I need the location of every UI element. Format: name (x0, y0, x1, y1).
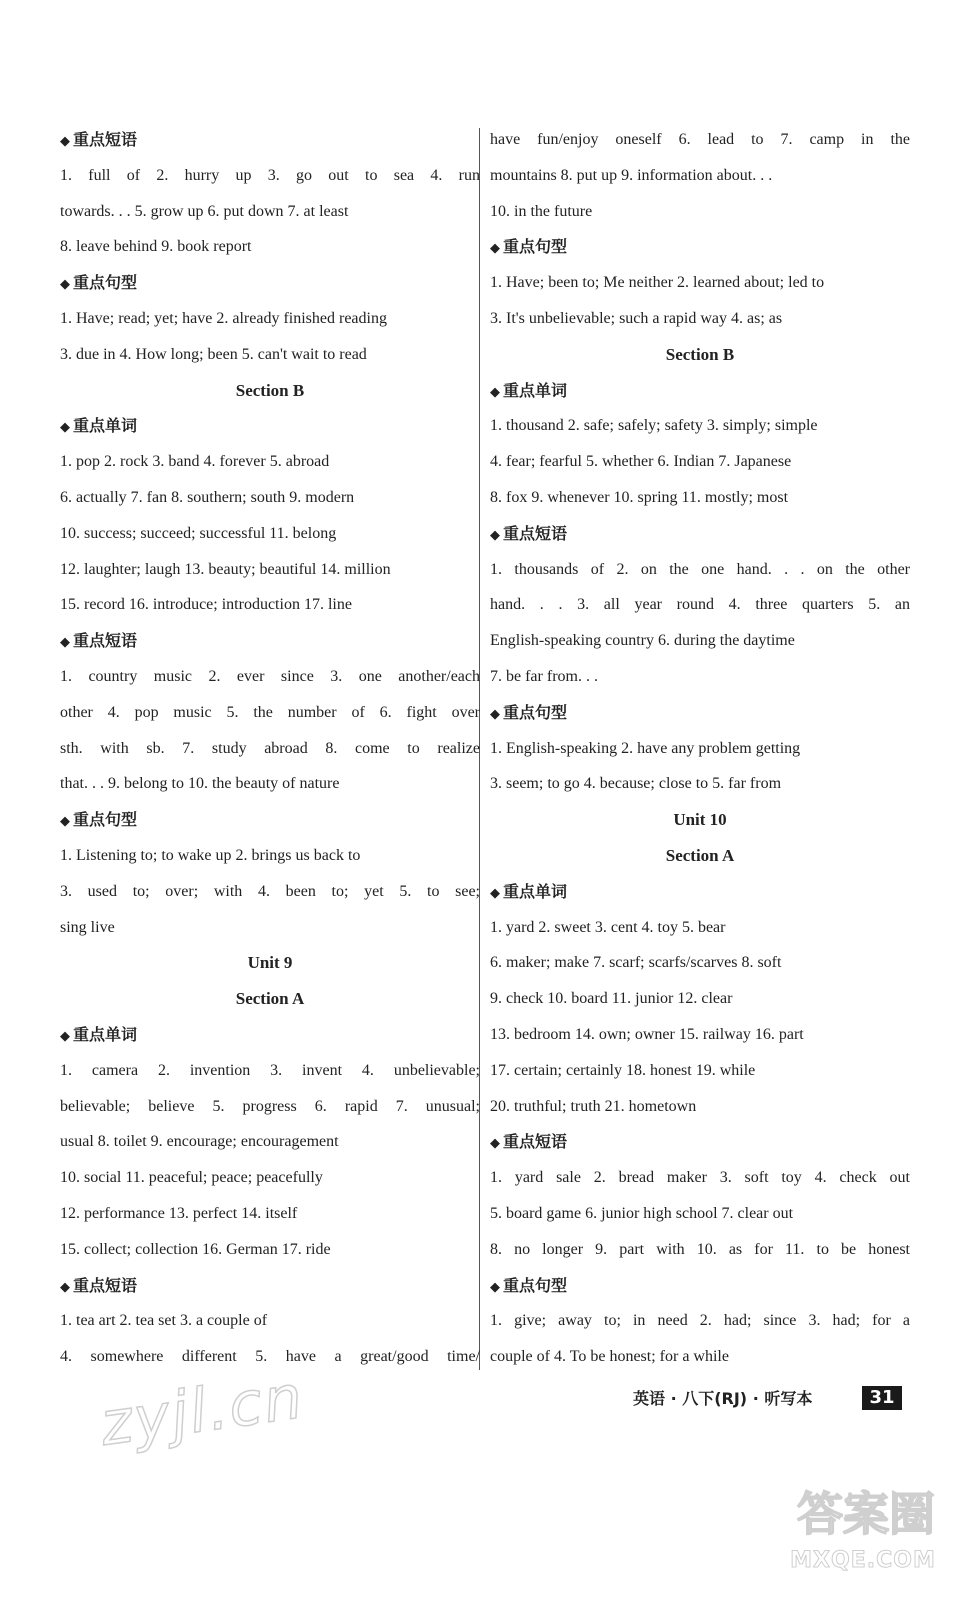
answer-line: 7. be far from. . . (490, 667, 598, 685)
answer-line: 10. success; succeed; successful 11. belong (60, 524, 337, 542)
heading-text: 重点单词 (503, 881, 568, 901)
heading-text: 重点单词 (73, 1024, 138, 1044)
answer-line: 10. in the future (490, 202, 593, 220)
diamond-bullet-icon: ◆ (490, 706, 500, 722)
section-heading (60, 122, 480, 158)
diamond-bullet-icon: ◆ (490, 527, 500, 543)
heading-text: 重点短语 (73, 130, 138, 149)
answer-line: sing live (60, 918, 115, 936)
answer-line: sth. with sb. 7. study abroad 8. come to realize (60, 739, 480, 757)
watermark-mxqe: MXQE.COM (790, 1548, 936, 1573)
heading-text: 重点句型 (503, 237, 568, 257)
section-heading (490, 874, 910, 910)
diamond-bullet-icon: ◆ (60, 1028, 70, 1044)
diamond-bullet-icon: ◆ (490, 1279, 500, 1295)
left-column (60, 122, 480, 1375)
answer-line: 1. give; away to; in need 2. had; since 3. had; for a (490, 1312, 910, 1330)
answer-line: 13. bedroom 14. own; owner 15. railway 16. part (490, 1025, 804, 1043)
heading-text: 重点单词 (503, 380, 568, 400)
section-heading (490, 1268, 910, 1304)
answer-line: 17. certain; certainly 18. honest 19. while (490, 1061, 756, 1079)
diamond-bullet-icon: ◆ (60, 134, 70, 149)
answer-line: believable; believe 5. progress 6. rapid 7. unusual; (60, 1097, 480, 1115)
answer-line: usual 8. toilet 9. encourage; encouragement (60, 1133, 339, 1151)
section-heading (60, 1017, 480, 1053)
answer-line: 12. laughter; laugh 13. beauty; beautiful 14. million (60, 560, 391, 578)
answer-line: 3. used to; over; with 4. been to; yet 5. to see; (60, 882, 480, 900)
heading-text: 重点短语 (73, 631, 138, 651)
answer-line: 6. actually 7. fan 8. southern; south 9. modern (60, 488, 355, 506)
answer-line: 1. camera 2. invention 3. invent 4. unbelievable; (60, 1061, 480, 1079)
answer-line: 3. seem; to go 4. because; close to 5. far from (490, 775, 782, 793)
answer-line: 4. fear; fearful 5. whether 6. Indian 7. Japanese (490, 453, 792, 471)
answer-line: 4. somewhere different 5. have a great/good time/ (60, 1348, 480, 1366)
answer-line: 1. pop 2. rock 3. band 4. forever 5. abroad (60, 453, 330, 471)
answer-line: 1. tea art 2. tea set 3. a couple of (60, 1312, 268, 1330)
diamond-bullet-icon: ◆ (60, 277, 70, 293)
answer-line: 1. full of 2. hurry up 3. go out to sea 4. run (60, 166, 480, 184)
section-title: Unit 10 (673, 810, 727, 830)
heading-text: 重点句型 (503, 702, 568, 722)
right-column (490, 122, 910, 1375)
answer-line: 1. thousands of 2. on the one hand. . . on the other (490, 560, 910, 578)
answer-line: 1. Have; read; yet; have 2. already finished reading (60, 309, 387, 327)
answer-line: 1. thousand 2. safe; safely; safety 3. simply; simple (490, 417, 818, 435)
answer-line: 3. due in 4. How long; been 5. can't wait to read (60, 345, 367, 363)
heading-text: 重点句型 (503, 1275, 568, 1295)
section-heading (490, 373, 910, 409)
watermark-daanquan: 答案圈 (797, 1487, 935, 1541)
answer-line: 1. yard 2. sweet 3. cent 4. toy 5. bear (490, 918, 726, 936)
answer-line: 9. check 10. board 11. junior 12. clear (490, 990, 733, 1008)
section-title: Section B (665, 344, 735, 364)
section-heading (60, 408, 480, 444)
answer-line: 5. board game 6. junior high school 7. clear out (490, 1204, 794, 1222)
answer-line: couple of 4. To be honest; for a while (490, 1348, 729, 1366)
section-heading (60, 265, 480, 301)
section-title: Section B (235, 380, 305, 400)
diamond-bullet-icon: ◆ (60, 420, 70, 436)
heading-text: 重点短语 (73, 1275, 138, 1295)
answer-line: 1. yard sale 2. bread maker 3. soft toy 4. check out (490, 1169, 910, 1187)
answer-line: 1. Listening to; to wake up 2. brings us back to (60, 846, 361, 864)
answer-line: 10. social 11. peaceful; peace; peacefully (60, 1169, 323, 1187)
answer-line: mountains 8. put up 9. information about. . . (490, 166, 773, 184)
section-heading (490, 695, 910, 731)
answer-line: hand. . . 3. all year round 4. three quarters 5. an (490, 596, 910, 614)
section-heading (490, 516, 910, 552)
watermark-zyjl: zyjl.cn (96, 1362, 309, 1460)
answer-line: 20. truthful; truth 21. hometown (490, 1097, 697, 1115)
footer-label: 英语 · 八下(RJ) · 听写本 (633, 1389, 813, 1408)
section-heading (490, 229, 910, 265)
heading-text: 重点单词 (73, 416, 138, 436)
section-heading (60, 1268, 480, 1304)
diamond-bullet-icon: ◆ (60, 635, 70, 651)
answer-line: 1. country music 2. ever since 3. one another/each (60, 667, 480, 685)
diamond-bullet-icon: ◆ (490, 384, 500, 400)
diamond-bullet-icon: ◆ (490, 1136, 500, 1152)
section-heading (60, 623, 480, 659)
heading-text: 重点句型 (73, 273, 138, 293)
section-title: Section A (665, 845, 735, 865)
answer-line: 1. English-speaking 2. have any problem getting (490, 739, 801, 757)
answer-line: 8. fox 9. whenever 10. spring 11. mostly; most (490, 488, 789, 506)
heading-text: 重点句型 (73, 810, 138, 830)
diamond-bullet-icon: ◆ (490, 885, 500, 901)
answer-line: towards. . . 5. grow up 6. put down 7. at least (60, 202, 349, 220)
answer-line: 15. collect; collection 16. German 17. ride (60, 1240, 331, 1258)
heading-text: 重点短语 (503, 523, 568, 543)
section-heading (60, 802, 480, 838)
answer-line: 1. Have; been to; Me neither 2. learned about; led to (490, 274, 825, 292)
answer-line: 12. performance 13. perfect 14. itself (60, 1204, 298, 1222)
section-title: Section A (235, 989, 305, 1009)
answer-line: 3. It's unbelievable; such a rapid way 4. as; as (490, 309, 783, 327)
answer-line: have fun/enjoy oneself 6. lead to 7. camp in the (490, 131, 910, 148)
answer-line: 6. maker; make 7. scarf; scarfs/scarves 8. soft (490, 954, 782, 972)
answer-line: 15. record 16. introduce; introduction 17. line (60, 596, 352, 614)
answer-line: 8. leave behind 9. book report (60, 238, 252, 256)
answer-line: 8. no longer 9. part with 10. as for 11. to be honest (490, 1240, 910, 1258)
answer-line: English-speaking country 6. during the daytime (490, 632, 795, 650)
diamond-bullet-icon: ◆ (60, 1279, 70, 1295)
section-title: Unit 9 (247, 953, 293, 973)
answer-line: other 4. pop music 5. the number of 6. fight over (60, 703, 480, 721)
diamond-bullet-icon: ◆ (490, 241, 500, 257)
heading-text: 重点短语 (503, 1132, 568, 1152)
section-heading (490, 1124, 910, 1160)
answer-line: that. . . 9. belong to 10. the beauty of nature (60, 775, 340, 793)
page-number: 31 (862, 1386, 902, 1410)
diamond-bullet-icon: ◆ (60, 814, 70, 830)
